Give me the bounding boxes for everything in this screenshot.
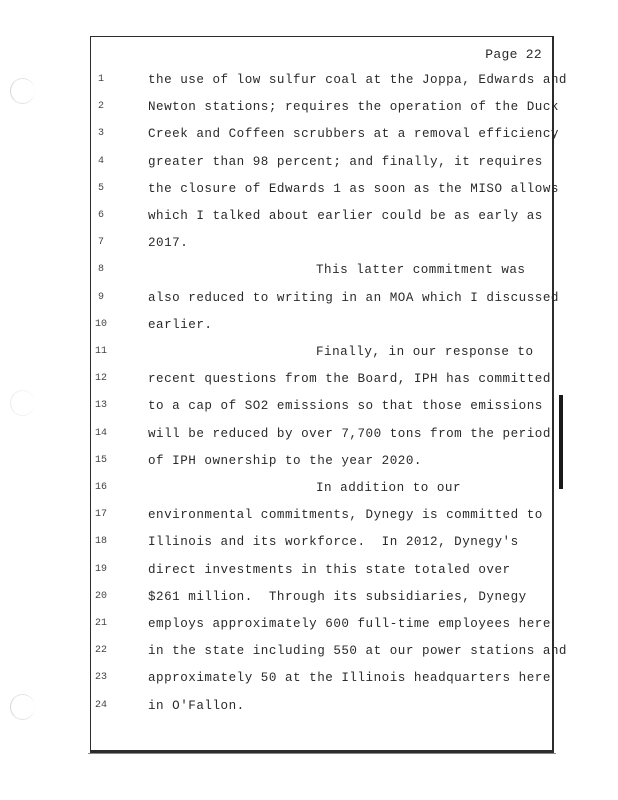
line-number: 11 [94, 346, 107, 357]
transcript-line: the use of low sulfur coal at the Joppa, Edwards and [148, 73, 567, 87]
line-number: 12 [94, 373, 107, 385]
transcript-line: Creek and Coffeen scrubbers at a removal efficiency [148, 127, 559, 142]
transcript-line: the closure of Edwards 1 as soon as the MISO allows [148, 181, 559, 196]
transcript-line: greater than 98 percent; and finally, it requires [148, 154, 543, 169]
line-number: 20 [94, 590, 107, 602]
margin-change-bar [559, 395, 563, 489]
transcript-line: approximately 50 at the Illinois headquarters here [148, 671, 551, 686]
transcript-line: also reduced to writing in an MOA which I discussed [148, 290, 559, 305]
page-number: Page 22 [485, 47, 542, 62]
line-number: 10 [94, 318, 107, 330]
line-number: 4 [97, 155, 104, 167]
transcript-line: earlier. [148, 317, 213, 332]
transcript-line: environmental commitments, Dynegy is committed to [148, 508, 543, 523]
transcript-line: will be reduced by over 7,700 tons from the period [148, 426, 551, 441]
line-number: 16 [94, 482, 107, 493]
line-number: 1 [97, 74, 104, 85]
line-number: 8 [97, 264, 104, 276]
line-number: 19 [94, 563, 107, 575]
transcript-line: In addition to our [316, 481, 462, 495]
line-number: 24 [94, 699, 107, 711]
transcript-line: in O'Fallon. [148, 698, 245, 713]
line-number: 18 [94, 536, 107, 548]
transcript-line: of IPH ownership to the year 2020. [148, 453, 422, 468]
transcript-line: employs approximately 600 full-time employees here [148, 617, 551, 631]
line-number: 3 [97, 128, 104, 140]
line-number: 5 [97, 182, 104, 194]
transcript-line: which I talked about earlier could be as early as [148, 209, 543, 223]
transcript-line: Finally, in our response to [316, 345, 534, 359]
line-number: 22 [94, 645, 107, 657]
line-number: 7 [97, 237, 104, 249]
transcript-line: Newton stations; requires the operation of the Duck [148, 100, 559, 115]
line-number: 14 [94, 427, 107, 439]
line-number: 17 [94, 509, 107, 521]
transcript-line: to a cap of SO2 emissions so that those emissions [148, 399, 543, 414]
line-number: 15 [94, 454, 107, 466]
line-number: 13 [94, 400, 107, 412]
transcript-line: recent questions from the Board, IPH has committed [148, 372, 551, 387]
page-bottom-rule [88, 753, 556, 754]
line-number: 21 [94, 618, 107, 629]
binder-hole-bottom [10, 694, 35, 720]
transcript-line: $261 million. Through its subsidiaries, Dynegy [148, 589, 527, 604]
binder-hole-top [10, 78, 35, 104]
binder-hole-middle [10, 390, 35, 416]
line-number: 9 [97, 291, 104, 303]
line-number: 2 [97, 101, 104, 113]
transcript-line: This latter commitment was [316, 263, 526, 278]
transcript-line: in the state including 550 at our power stations and [148, 644, 567, 659]
line-number: 6 [97, 210, 104, 221]
line-number: 23 [94, 672, 107, 684]
transcript-line: direct investments in this state totaled over [148, 562, 511, 577]
transcript-line: Illinois and its workforce. In 2012, Dynegy's [148, 535, 519, 550]
transcript-line: 2017. [148, 236, 189, 251]
